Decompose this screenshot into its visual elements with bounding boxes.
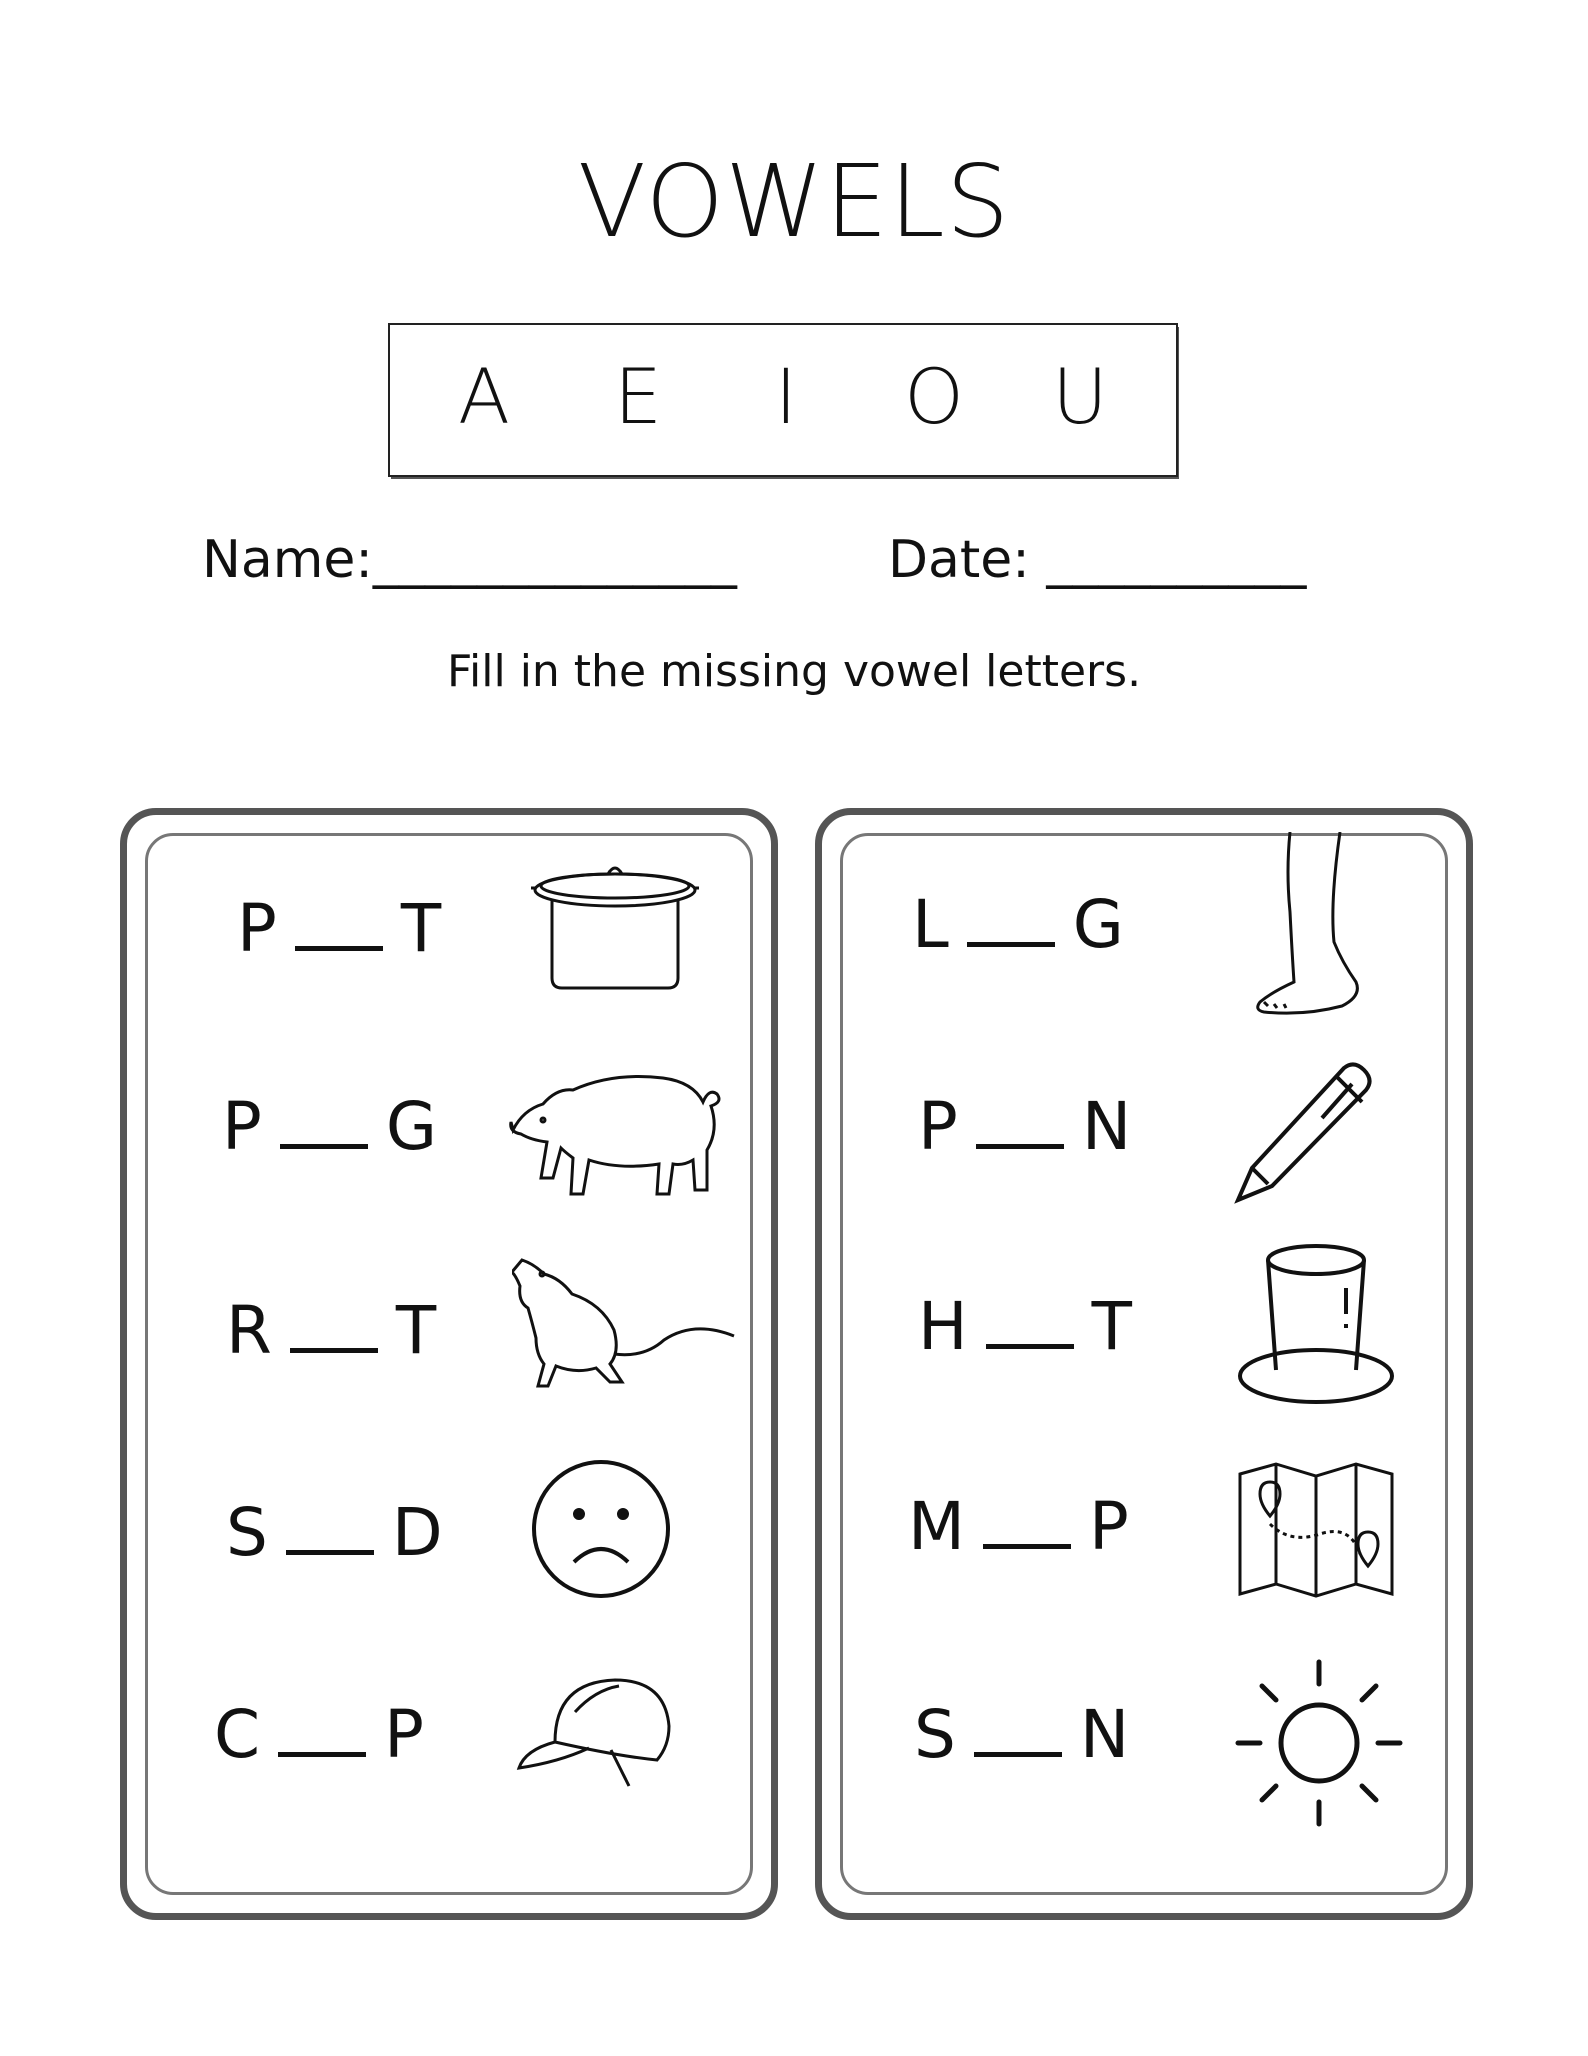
name-field[interactable]: Name:______________	[202, 530, 737, 590]
leg-icon	[1244, 832, 1374, 1016]
word-pen	[918, 1088, 1132, 1165]
sun-icon	[1234, 1658, 1404, 1828]
last-letter: P	[1088, 1488, 1129, 1565]
word-leg	[912, 886, 1124, 963]
first-letter: P	[222, 1088, 262, 1165]
blank-input[interactable]	[290, 1348, 378, 1353]
first-letter: C	[214, 1696, 261, 1773]
vowel-box	[388, 323, 1178, 477]
word-pot	[237, 890, 442, 967]
pot-icon	[530, 858, 700, 994]
word-map	[908, 1488, 1129, 1565]
blank-input[interactable]	[986, 1344, 1074, 1349]
pig-icon	[505, 1060, 725, 1200]
vowel-a: A	[458, 352, 510, 441]
last-letter: P	[384, 1696, 424, 1773]
blank-input[interactable]	[295, 946, 383, 951]
word-pig	[222, 1088, 437, 1165]
first-letter: H	[918, 1288, 968, 1365]
blank-input[interactable]	[278, 1752, 366, 1757]
word-sun	[914, 1696, 1130, 1773]
cap-icon	[515, 1672, 675, 1792]
blank-input[interactable]	[976, 1144, 1064, 1149]
blank-input[interactable]	[974, 1752, 1062, 1757]
date-field[interactable]: Date: __________	[888, 530, 1307, 590]
last-letter: T	[400, 890, 442, 967]
vowel-e: E	[613, 352, 663, 441]
first-letter: S	[226, 1494, 268, 1571]
word-hat	[918, 1288, 1132, 1365]
word-rat	[226, 1292, 437, 1369]
first-letter: S	[914, 1696, 956, 1773]
last-letter: G	[385, 1088, 437, 1165]
last-letter: N	[1079, 1696, 1130, 1773]
blank-input[interactable]	[967, 942, 1055, 947]
blank-input[interactable]	[983, 1544, 1071, 1549]
last-letter: T	[395, 1292, 437, 1369]
last-letter: N	[1081, 1088, 1132, 1165]
map-icon	[1236, 1454, 1396, 1604]
hat-icon	[1236, 1238, 1396, 1408]
word-cap	[214, 1696, 424, 1773]
vowel-i: I	[774, 352, 798, 441]
blank-input[interactable]	[280, 1144, 368, 1149]
instructions: Fill in the missing vowel letters.	[446, 646, 1142, 697]
vowel-u: U	[1052, 352, 1108, 441]
worksheet-title: VOWELS	[577, 143, 1011, 260]
first-letter: R	[226, 1292, 272, 1369]
first-letter: P	[918, 1088, 958, 1165]
rat-icon	[512, 1250, 737, 1400]
sad-face-icon	[530, 1458, 672, 1600]
blank-input[interactable]	[286, 1550, 374, 1555]
last-letter: T	[1091, 1288, 1132, 1365]
word-sad	[226, 1494, 443, 1571]
pen-icon	[1232, 1058, 1382, 1206]
first-letter: L	[912, 886, 949, 963]
vowel-o: O	[904, 352, 964, 441]
last-letter: G	[1072, 886, 1124, 963]
first-letter: M	[908, 1488, 965, 1565]
first-letter: P	[237, 890, 277, 967]
last-letter: D	[391, 1494, 443, 1571]
